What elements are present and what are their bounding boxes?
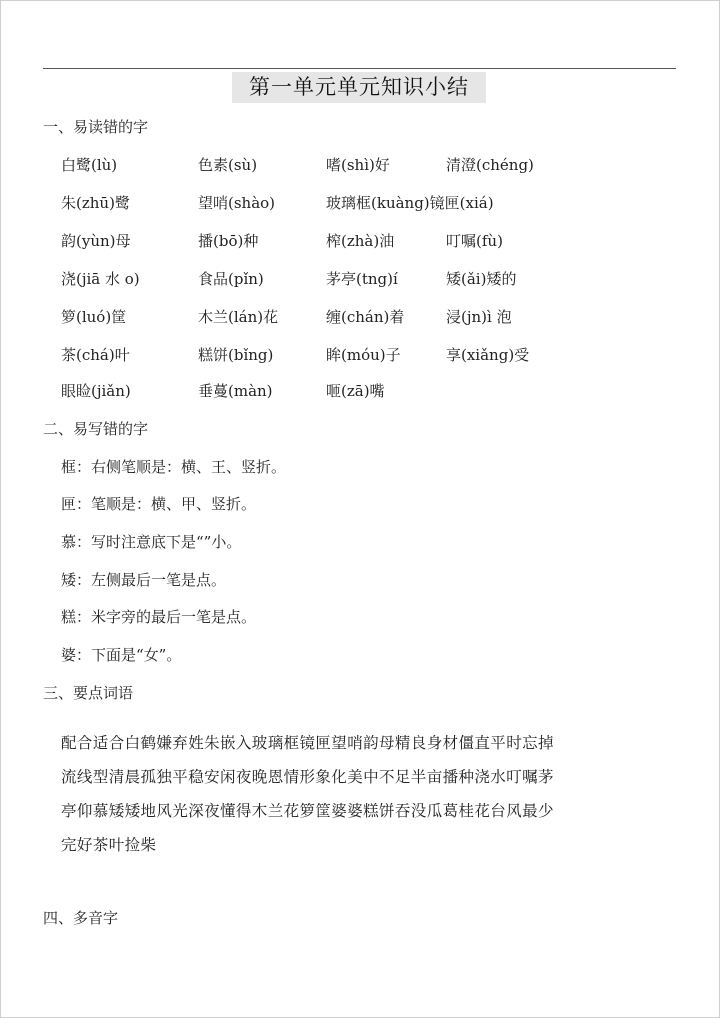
stroke-note: 慕：写时注意底下是“”小。 (61, 533, 242, 551)
word-item: 清澄(chéng) (446, 156, 534, 174)
section-heading-polyphones: 四、多音字 (43, 909, 119, 927)
stroke-note: 框：右侧笔顺是：横、王、竖折。 (61, 458, 287, 476)
word-item: 木兰(lán)花 (198, 308, 279, 326)
phrase-line: 完好茶叶捡柴 (61, 836, 157, 854)
stroke-note: 婆：下面是“女”。 (61, 646, 182, 664)
word-item: 浸(jn)ì 泡 (446, 308, 512, 326)
section-heading-misread: 一、易读错的字 (43, 118, 149, 136)
top-rule (43, 68, 676, 69)
stroke-note: 糕：米字旁的最后一笔是点。 (61, 608, 257, 626)
stroke-note: 矮：左侧最后一笔是点。 (61, 571, 227, 589)
word-item: 茶(chá)叶 (61, 346, 130, 364)
stroke-note: 匣：笔顺是：横、甲、竖折。 (61, 495, 257, 513)
word-item: 播(bō)种 (198, 232, 259, 250)
word-item: 享(xiǎng)受 (446, 346, 530, 364)
phrase-line: 亭仰慕矮矮地风光深夜懂得木兰花箩筐婆婆糕饼吞没瓜葛桂花台风最少 (61, 802, 554, 820)
word-item: 朱(zhū)鹭 (61, 194, 130, 212)
word-item: 浇(jiā 水 o) (61, 270, 140, 288)
word-item: 韵(yùn)母 (61, 232, 131, 250)
word-item: 箩(luó)筐 (61, 308, 127, 326)
word-item: 矮(ǎi)矮的 (446, 270, 517, 288)
section-heading-miswritten: 二、易写错的字 (43, 420, 149, 438)
word-item: 嗜(shì)好 (326, 156, 390, 174)
phrase-line: 配合适合白鹤嫌弃姓朱嵌入玻璃框镜匣望哨韵母精良身材僵直平时忘掉 (61, 734, 554, 752)
word-item: 色素(sù) (198, 156, 258, 174)
word-item: 榨(zhà)油 (326, 232, 395, 250)
word-item: 白鹭(lù) (61, 156, 118, 174)
word-item: 玻璃框(kuàng)镜匣(xiá) (326, 194, 494, 212)
word-item: 眸(móu)子 (326, 346, 401, 364)
word-item: 望哨(shào) (198, 194, 276, 212)
page-title: 第一单元单元知识小结 (232, 72, 486, 103)
word-item: 叮嘱(fù) (446, 232, 503, 250)
word-item: 食品(pǐn) (198, 270, 264, 288)
phrase-line: 流线型清晨孤独平稳安闲夜晚恩情形象化美中不足半亩播种浇水叮嘱茅 (61, 768, 554, 786)
word-item: 垂蔓(màn) (198, 382, 273, 400)
section-heading-key-phrases: 三、要点词语 (43, 684, 134, 702)
word-item: 眼睑(jiǎn) (61, 382, 131, 400)
word-item: 缠(chán)着 (326, 308, 405, 326)
word-item: 茅亭(tng)í (326, 270, 398, 288)
word-item: 糕饼(bǐng) (198, 346, 274, 364)
word-item: 咂(zā)嘴 (326, 382, 385, 400)
